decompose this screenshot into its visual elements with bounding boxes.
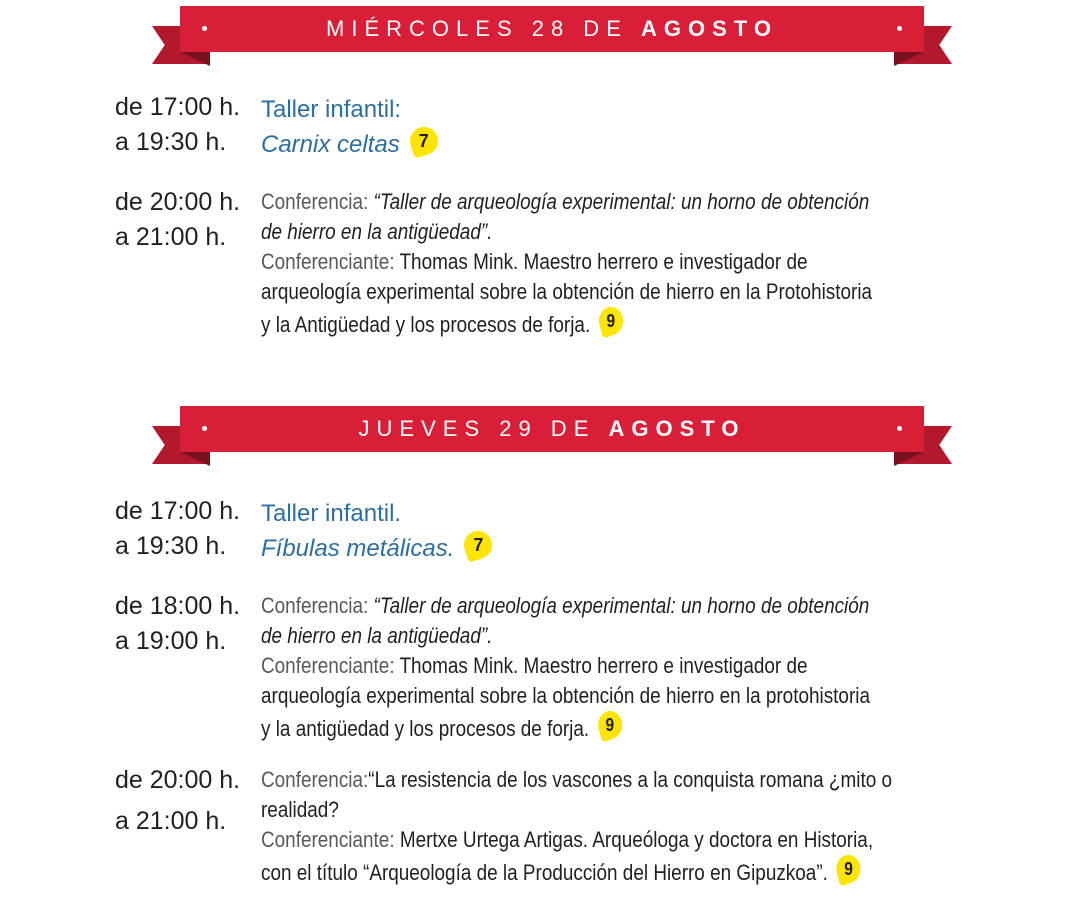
conference-title-cont: de hierro en la antigüedad”.	[261, 219, 493, 244]
day-title-bold: AGOSTO	[641, 16, 778, 41]
time-to: a 21:00 h.	[115, 223, 227, 251]
event-times	[115, 763, 260, 839]
conference-title: “Taller de arqueología experimental: un horno de obtención	[373, 593, 870, 618]
event-description	[261, 765, 983, 888]
kids-workshop-label: Taller infantil.	[261, 500, 402, 527]
event-row	[115, 185, 985, 345]
kids-workshop-title: Fíbulas metálicas.	[261, 535, 455, 562]
kids-workshop-title: Carnix celtas	[261, 131, 400, 158]
time-to: a 19:30 h.	[115, 128, 227, 156]
speaker-info: Thomas Mink. Maestro herrero e investigador de	[399, 653, 808, 678]
day-title	[326, 16, 778, 42]
event-description	[261, 187, 983, 340]
ribbon-band	[180, 6, 924, 52]
kids-workshop-label: Taller infantil:	[261, 96, 402, 123]
speaker-info-cont: con el título “Arqueología de la Producción del Hierro en Gipuzkoa”.	[261, 860, 828, 885]
time-to: a 19:00 h.	[115, 627, 227, 655]
speaker-info: Thomas Mink. Maestro herrero e investigador de	[399, 249, 808, 274]
day-title-light: JUEVES 29 DE	[358, 416, 596, 441]
event-times	[115, 589, 260, 659]
day-title-bold: AGOSTO	[608, 416, 746, 441]
ribbon-dot-icon	[202, 426, 207, 431]
event-times	[115, 185, 260, 255]
conference-label: Conferencia:	[261, 189, 374, 214]
day-title-light: MIÉRCOLES 28 DE	[326, 16, 628, 41]
speaker-info-end: y la antigüedad y los procesos de forja.	[261, 716, 590, 741]
conference-label: Conferencia:	[261, 593, 374, 618]
time-from: de 17:00 h.	[115, 497, 241, 525]
event-description	[261, 496, 981, 566]
time-from: de 18:00 h.	[115, 592, 241, 620]
time-to: a 19:30 h.	[115, 532, 227, 560]
speaker-info: Mertxe Urtega Artigas. Arqueóloga y doctora en Historia,	[399, 827, 874, 852]
time-to: a 21:00 h.	[115, 807, 227, 835]
location-number: 7	[473, 535, 484, 555]
location-number: 9	[844, 859, 853, 879]
location-number: 9	[605, 715, 615, 735]
location-pin-icon	[836, 855, 860, 885]
conference-title: “Taller de arqueología experimental: un horno de obtención	[373, 189, 870, 214]
time-from: de 20:00 h.	[115, 188, 241, 216]
time-from: de 20:00 h.	[115, 766, 241, 794]
event-times	[115, 494, 260, 564]
location-pin-icon	[464, 531, 492, 561]
ribbon-dot-icon	[202, 26, 207, 31]
speaker-info-cont: arqueología experimental sobre la obtención de hierro en la Protohistoria	[261, 279, 873, 304]
event-row	[115, 589, 985, 749]
ribbon-band	[180, 406, 924, 452]
time-from: de 17:00 h.	[115, 93, 241, 121]
event-description	[261, 92, 981, 162]
day-banner-thursday	[152, 406, 952, 472]
conference-title-cont: realidad?	[261, 797, 339, 822]
event-row	[115, 494, 985, 564]
location-pin-icon	[599, 307, 623, 337]
ribbon-dot-icon	[897, 26, 902, 31]
speaker-label: Conferenciante:	[261, 827, 400, 852]
event-row	[115, 90, 985, 160]
speaker-label: Conferenciante:	[261, 249, 400, 274]
location-pin-icon	[410, 127, 438, 157]
ribbon-dot-icon	[897, 426, 902, 431]
conference-title-cont: de hierro en la antigüedad”.	[261, 623, 493, 648]
speaker-info-cont: arqueología experimental sobre la obtención de hierro en la protohistoria	[261, 683, 870, 708]
location-number: 9	[606, 311, 616, 331]
day-banner-wednesday	[152, 6, 952, 72]
day-title	[359, 416, 746, 442]
speaker-label: Conferenciante:	[261, 653, 400, 678]
conference-title: “La resistencia de los vascones a la conquista romana ¿mito o	[368, 767, 893, 792]
event-row	[115, 763, 985, 898]
event-times	[115, 90, 260, 160]
speaker-info-end: y la Antigüedad y los procesos de forja.	[261, 312, 591, 337]
conference-label: Conferencia:	[261, 767, 369, 792]
event-description	[261, 591, 983, 744]
location-pin-icon	[598, 711, 622, 741]
location-number: 7	[418, 131, 429, 151]
